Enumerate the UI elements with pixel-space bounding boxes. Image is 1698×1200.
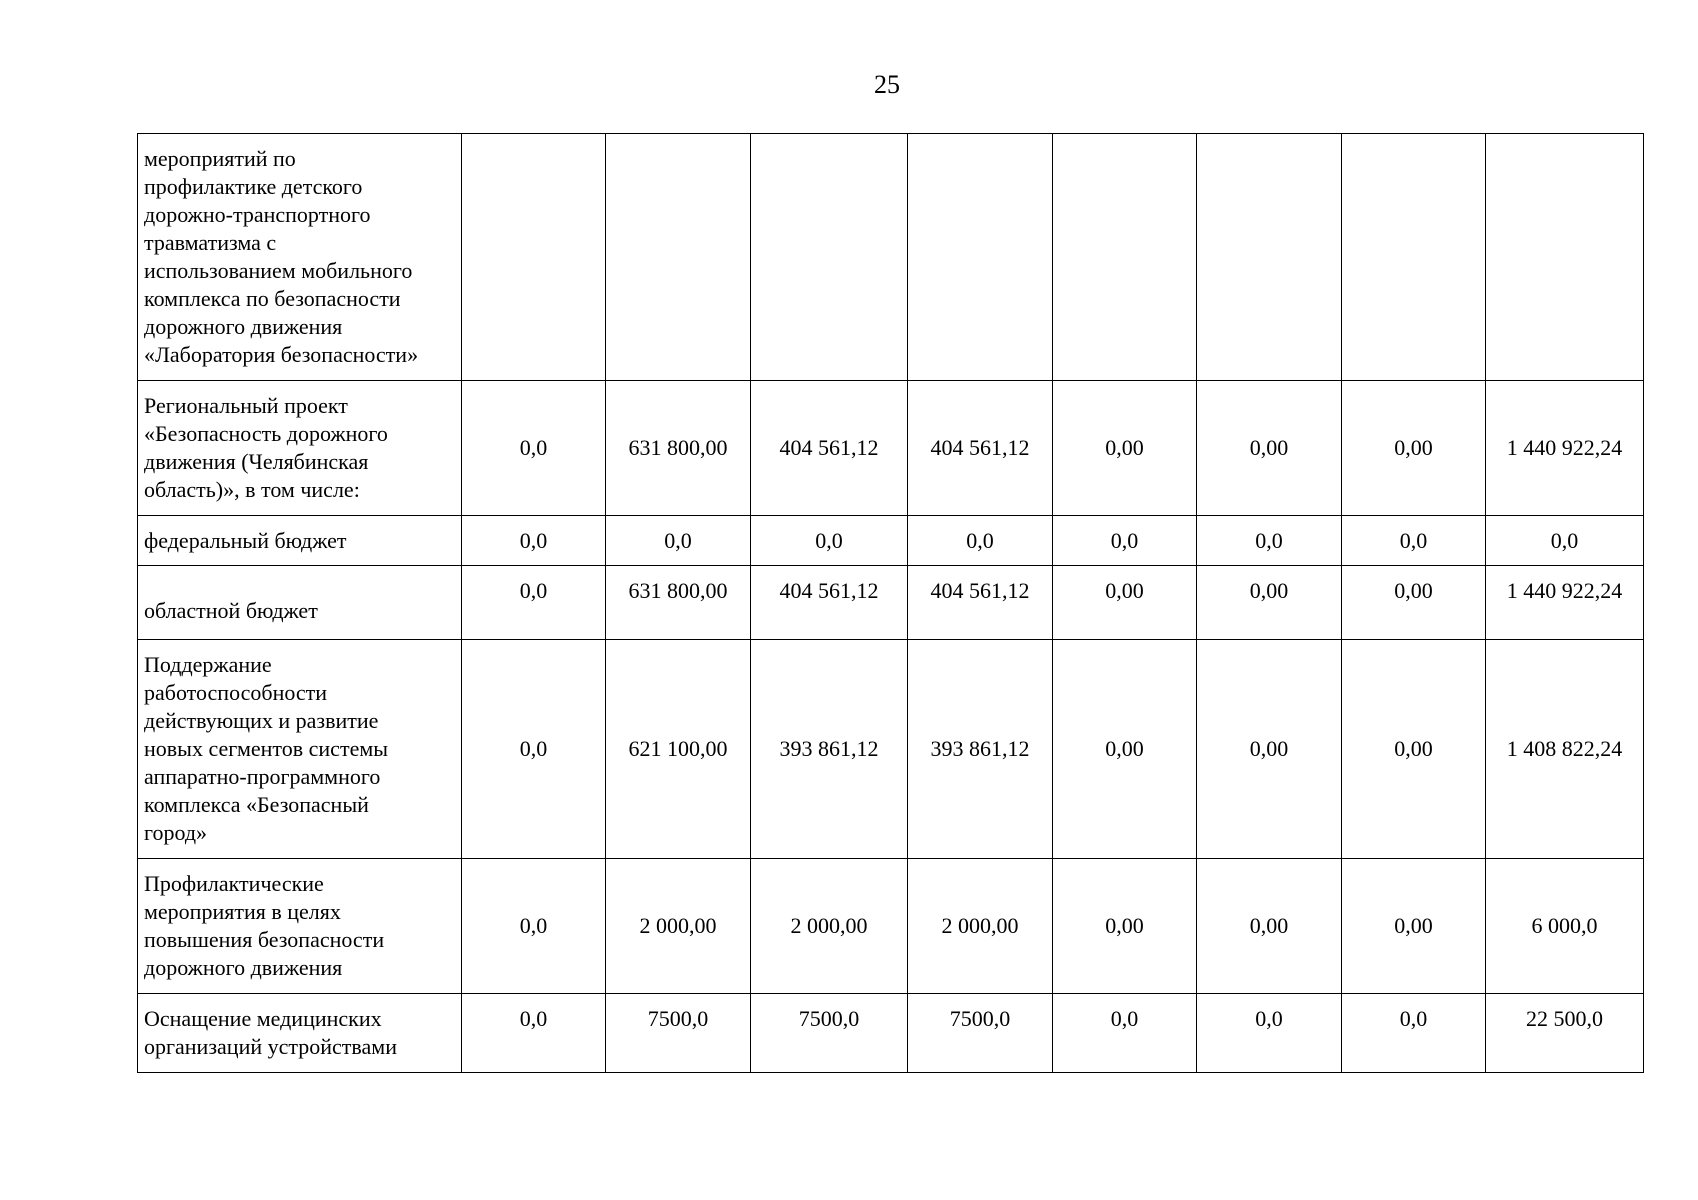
value-cell: 6 000,0 — [1486, 859, 1644, 994]
row-name: Поддержание работоспособности действующих и развитие новых сегментов системы аппаратно-программного комплекса «Безопасный город» — [144, 652, 389, 845]
value-cell: 7500,0 — [751, 994, 908, 1073]
value-cell: 393 861,12 — [751, 640, 908, 859]
value-cell: 0,0 — [462, 516, 606, 566]
value-cell: 0,00 — [1053, 566, 1197, 640]
value-cell: 1 440 922,24 — [1486, 566, 1644, 640]
value-cell: 2 000,00 — [908, 859, 1053, 994]
row-name: федеральный бюджет — [144, 527, 347, 553]
value-cell: 0,00 — [1342, 381, 1486, 516]
value-cell: 0,00 — [1197, 640, 1342, 859]
value-cell: 22 500,0 — [1486, 994, 1644, 1073]
value-cell: 0,0 — [462, 381, 606, 516]
row-name-cell — [138, 640, 462, 859]
value-cell: 0,00 — [1053, 640, 1197, 859]
value-cell — [1486, 134, 1644, 381]
row-name-cell — [138, 994, 462, 1073]
value-cell: 2 000,00 — [606, 859, 751, 994]
value-cell: 0,00 — [1197, 566, 1342, 640]
value-cell — [751, 134, 908, 381]
row-name: Региональный проект «Безопасность дорожного движения (Челябинская область)», в том числе: — [144, 393, 388, 502]
table-row — [138, 134, 1644, 381]
value-cell: 0,00 — [1053, 859, 1197, 994]
row-name: Профилактические мероприятия в целях повышения безопасности дорожного движения — [144, 871, 385, 980]
value-cell: 2 000,00 — [751, 859, 908, 994]
value-cell: 0,00 — [1342, 640, 1486, 859]
value-cell: 0,00 — [1342, 859, 1486, 994]
row-name-cell — [138, 566, 462, 640]
row-name: Оснащение медицинских организаций устройствами — [144, 1006, 397, 1059]
table-row — [138, 640, 1644, 859]
value-cell: 393 861,12 — [908, 640, 1053, 859]
value-cell: 0,0 — [1053, 994, 1197, 1073]
value-cell: 0,0 — [462, 994, 606, 1073]
value-cell — [1342, 134, 1486, 381]
value-cell: 0,0 — [462, 859, 606, 994]
value-cell — [462, 134, 606, 381]
value-cell: 404 561,12 — [751, 381, 908, 516]
value-cell: 0,0 — [908, 516, 1053, 566]
value-cell: 404 561,12 — [908, 381, 1053, 516]
value-cell — [606, 134, 751, 381]
value-cell: 631 800,00 — [606, 566, 751, 640]
value-cell: 0,0 — [1197, 516, 1342, 566]
value-cell: 0,00 — [1197, 381, 1342, 516]
value-cell: 0,0 — [1197, 994, 1342, 1073]
table-row — [138, 381, 1644, 516]
value-cell: 621 100,00 — [606, 640, 751, 859]
table-row — [138, 994, 1644, 1073]
table-row — [138, 516, 1644, 566]
row-name-cell — [138, 516, 462, 566]
value-cell — [1197, 134, 1342, 381]
table-row — [138, 566, 1644, 640]
value-cell: 0,00 — [1197, 859, 1342, 994]
row-name-cell — [138, 381, 462, 516]
row-name-cell — [138, 859, 462, 994]
budget-table — [137, 133, 1644, 1073]
value-cell: 7500,0 — [606, 994, 751, 1073]
page-number: 25 — [874, 70, 900, 99]
value-cell: 0,0 — [1486, 516, 1644, 566]
value-cell: 404 561,12 — [908, 566, 1053, 640]
value-cell: 0,00 — [1053, 381, 1197, 516]
value-cell: 404 561,12 — [751, 566, 908, 640]
value-cell: 0,0 — [1053, 516, 1197, 566]
value-cell: 0,0 — [462, 566, 606, 640]
row-name-cell — [138, 134, 462, 381]
value-cell: 0,00 — [1342, 566, 1486, 640]
table-row — [138, 859, 1644, 994]
value-cell: 0,0 — [1342, 516, 1486, 566]
row-name: мероприятий по профилактике детского дорожно-транспортного травматизма с использованием мобильного комплекса по безопасности дорожного движения «Лаборатория безопасности» — [144, 146, 419, 367]
value-cell: 631 800,00 — [606, 381, 751, 516]
value-cell: 0,0 — [462, 640, 606, 859]
value-cell: 0,0 — [1342, 994, 1486, 1073]
value-cell: 1 440 922,24 — [1486, 381, 1644, 516]
value-cell — [1053, 134, 1197, 381]
value-cell: 0,0 — [751, 516, 908, 566]
value-cell: 1 408 822,24 — [1486, 640, 1644, 859]
value-cell — [908, 134, 1053, 381]
row-name: областной бюджет — [144, 597, 318, 623]
value-cell: 0,0 — [606, 516, 751, 566]
value-cell: 7500,0 — [908, 994, 1053, 1073]
